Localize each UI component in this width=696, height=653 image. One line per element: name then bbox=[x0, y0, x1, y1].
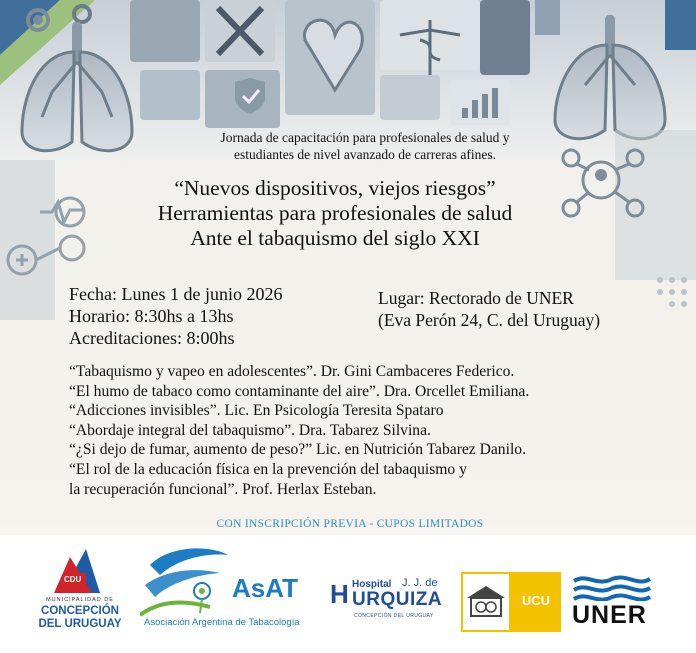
municipio-line-1: MUNICIPALIDAD DE bbox=[46, 597, 114, 603]
asat-logo bbox=[140, 545, 310, 640]
hospital-line-1b: J. J. de bbox=[402, 577, 438, 589]
asat-full-name: Asociación Argentina de Tabacología bbox=[144, 617, 300, 628]
intro-line-2: estudiantes de nivel avanzado de carreras afines. bbox=[234, 147, 496, 162]
talk-item: “Abordaje integral del tabaquismo”. Dra. Tabarez Silvina. bbox=[69, 421, 431, 439]
hospital-h-icon: H bbox=[330, 579, 349, 609]
municipio-emblem bbox=[52, 545, 106, 595]
talks-list bbox=[69, 362, 669, 499]
talk-item: “El rol de la educación física en la prevención del tabaquismo y bbox=[69, 460, 467, 478]
municipio-badge: CDU bbox=[64, 575, 82, 584]
talk-item: la recuperación funcional”. Prof. Herlax Esteban. bbox=[69, 480, 377, 498]
uner-name: UNER bbox=[572, 601, 647, 629]
talk-item: “Adicciones invisibles”. Lic. En Psicología Teresita Spataro bbox=[69, 402, 444, 420]
talk-item: “¿Si dejo de fumar, aumento de peso?” Lic. en Nutrición Tabarez Danilo. bbox=[69, 441, 526, 459]
event-location bbox=[378, 287, 648, 331]
asat-name: AsAT bbox=[232, 573, 298, 603]
asat-emblem bbox=[140, 545, 230, 620]
intro-line-1: Jornada de capacitación para profesionales de salud y bbox=[220, 130, 510, 145]
ucu-logo bbox=[461, 572, 561, 632]
ucu-crest-box bbox=[461, 572, 511, 632]
lugar: Lugar: Rectorado de UNER bbox=[378, 288, 574, 308]
event-title bbox=[100, 176, 570, 251]
fecha: Fecha: Lunes 1 de junio 2026 bbox=[69, 284, 283, 304]
acreditaciones: Acreditaciones: 8:00hs bbox=[69, 328, 235, 348]
municipio-line-2: CONCEPCIÓN bbox=[41, 605, 119, 617]
direccion: (Eva Perón 24, C. del Uruguay) bbox=[378, 310, 601, 330]
municipio-logo bbox=[30, 545, 130, 640]
title-line-1: “Nuevos dispositivos, viejos riesgos” bbox=[174, 176, 496, 200]
title-line-3: Ante el tabaquismo del siglo XXI bbox=[190, 226, 480, 250]
hospital-line-2: URQUIZA bbox=[352, 589, 443, 610]
hospital-line-3: CONCEPCIÓN DEL URUGUAY bbox=[354, 613, 434, 619]
horario: Horario: 8:30hs a 13hs bbox=[69, 306, 234, 326]
sponsor-logos bbox=[0, 535, 696, 653]
event-schedule bbox=[69, 283, 369, 349]
talk-item: “Tabaquismo y vapeo en adolescentes”. Dr. Gini Cambaceres Federico. bbox=[69, 363, 515, 380]
title-line-2: Herramientas para profesionales de salud bbox=[157, 201, 513, 225]
hospital-logo bbox=[330, 575, 448, 635]
talk-item: “El humo de tabaco como contaminante del aire”. Dra. Orcellet Emiliana. bbox=[69, 382, 530, 400]
uner-waves-icon bbox=[572, 573, 652, 601]
intro-text bbox=[150, 129, 580, 163]
uner-logo bbox=[572, 573, 662, 633]
ucu-crest-icon bbox=[463, 574, 509, 630]
registration-notice: CON INSCRIPCIÓN PREVIA - CUPOS LIMITADOS bbox=[216, 518, 484, 530]
hospital-line-1a: Hospital bbox=[352, 579, 392, 590]
ucu-name: UCU bbox=[521, 593, 551, 608]
municipio-line-3: DEL URUGUAY bbox=[38, 618, 122, 630]
